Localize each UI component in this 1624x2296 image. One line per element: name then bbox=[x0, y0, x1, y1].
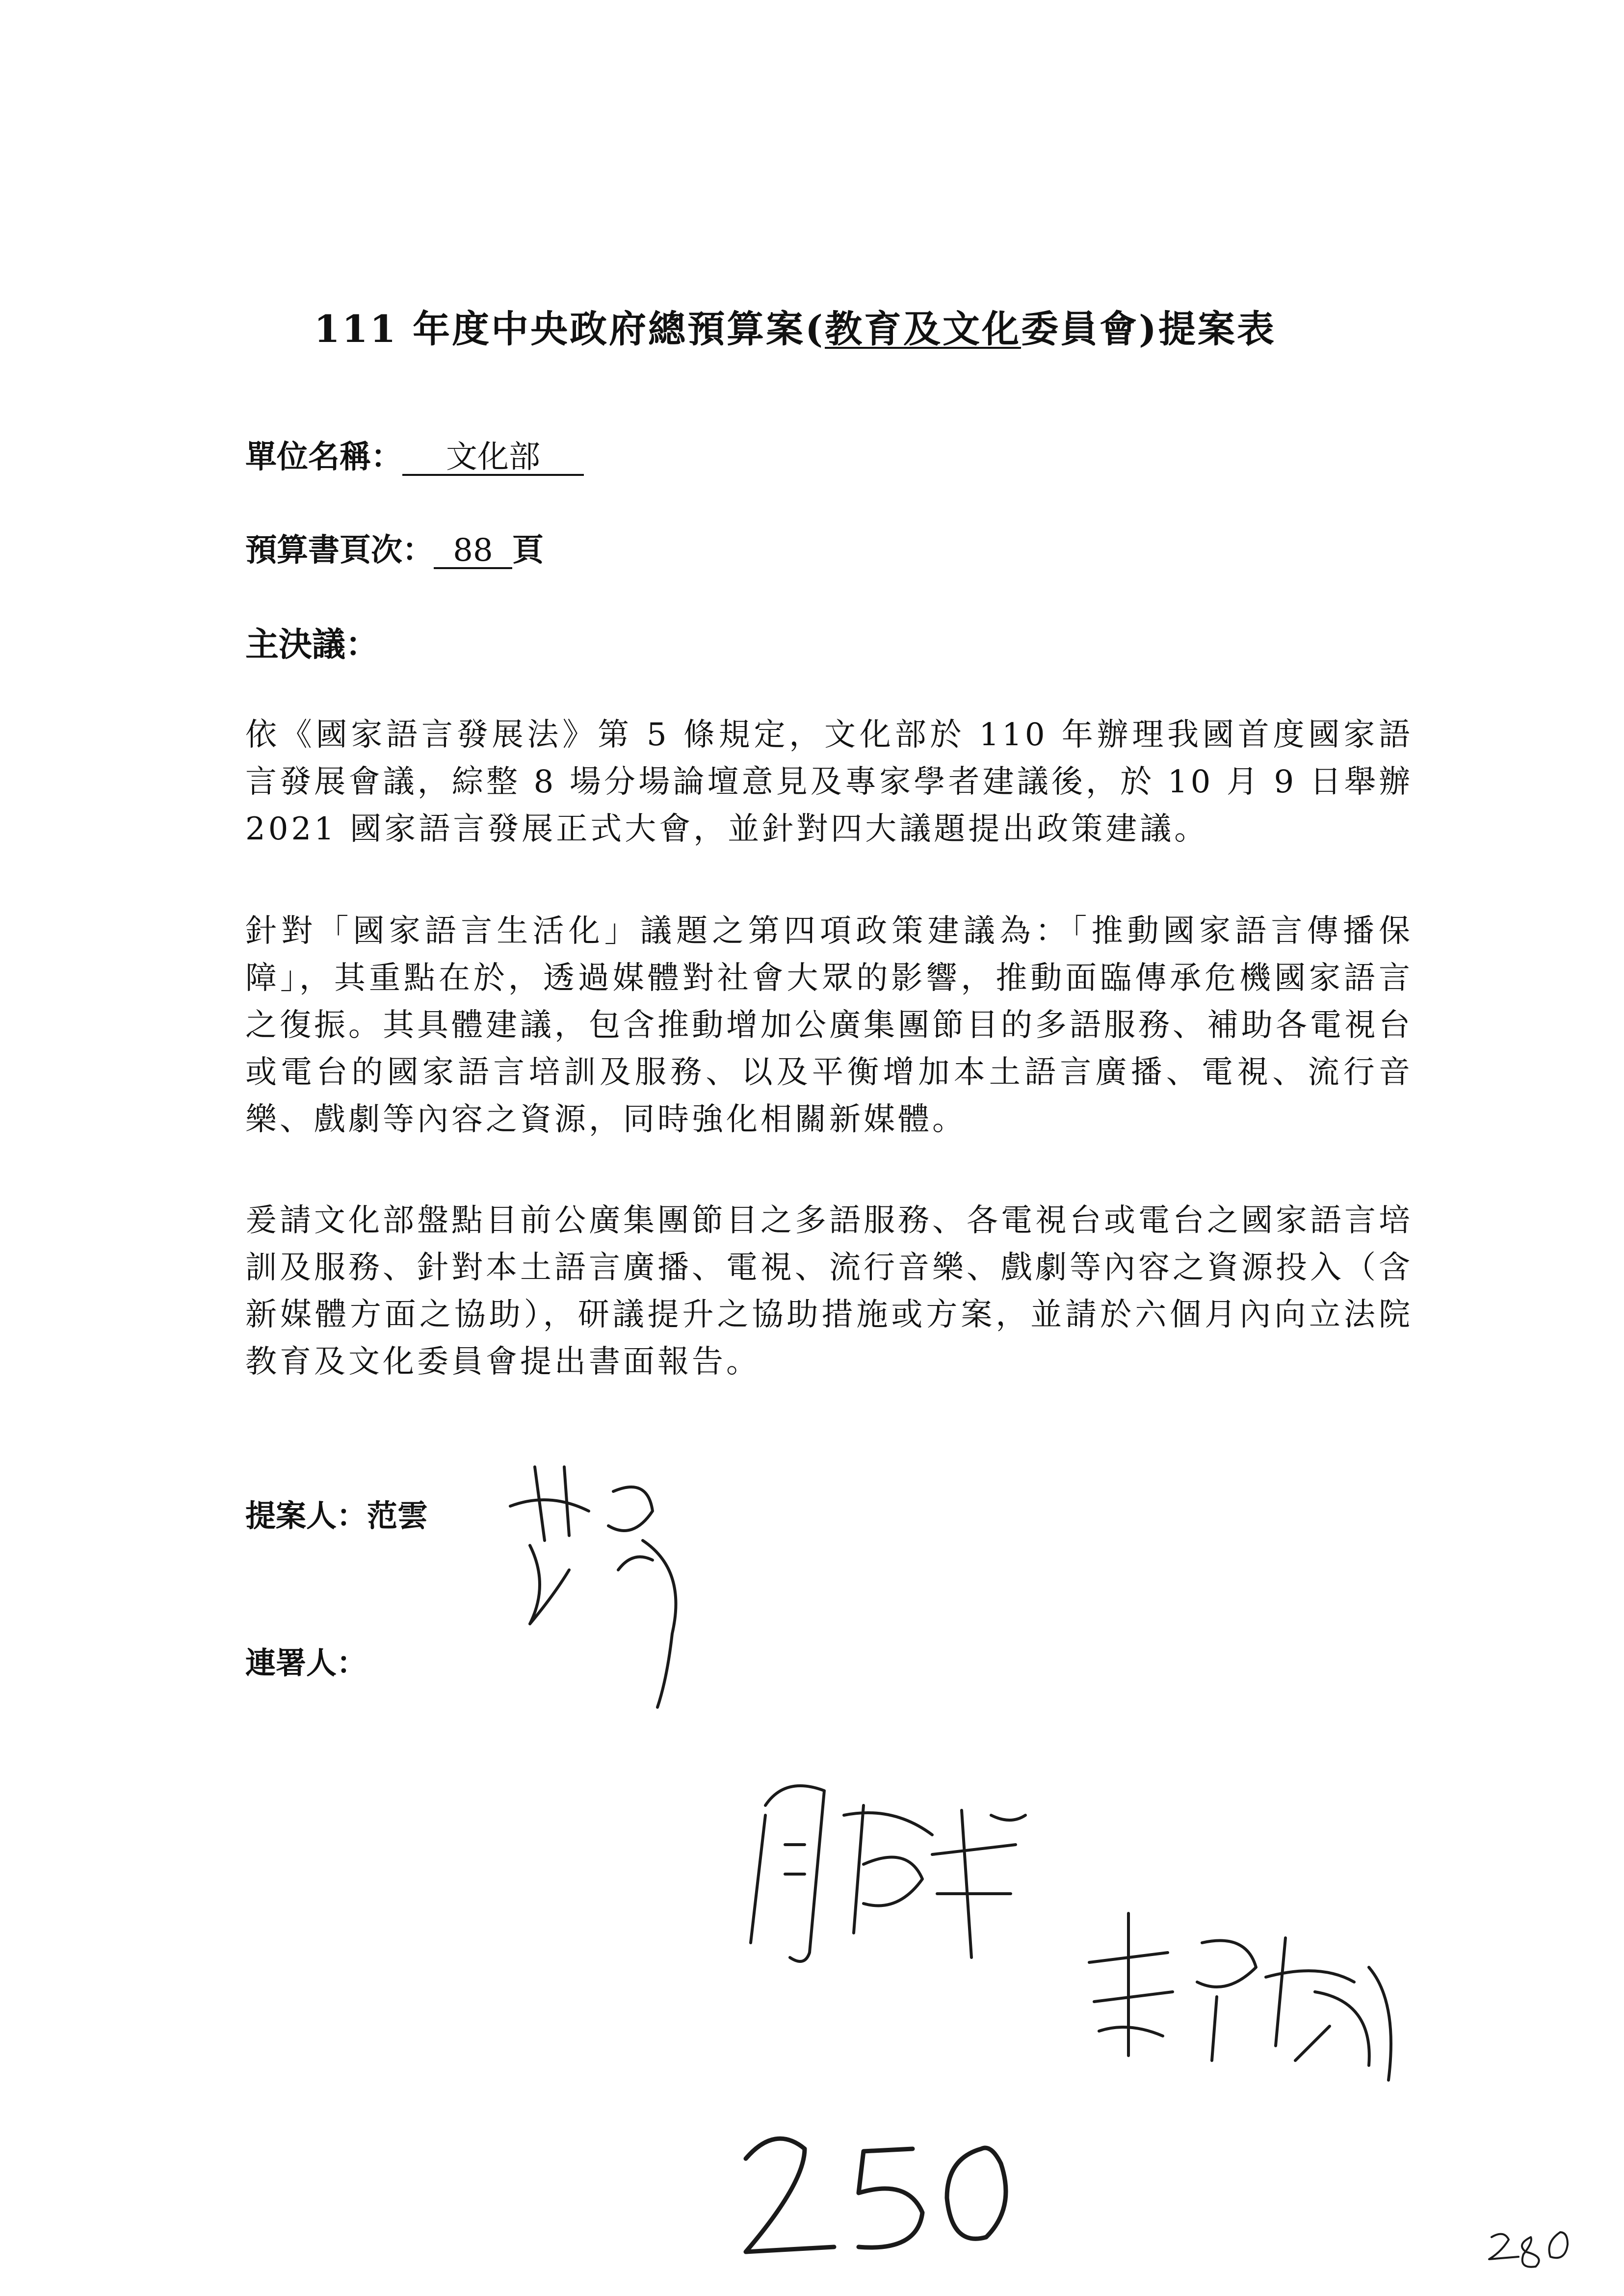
unit-label: 單位名稱： bbox=[245, 439, 402, 475]
budget-page-label: 預算書頁次： bbox=[245, 532, 434, 569]
resolution-heading: 主決議： bbox=[245, 625, 379, 664]
unit-value: 文化部 bbox=[402, 441, 584, 476]
cosigner-signature-2 bbox=[1089, 1913, 1391, 2080]
handwritten-number bbox=[746, 2139, 1006, 2252]
cosigner-signature-1 bbox=[751, 1786, 1025, 1961]
corner-number bbox=[1489, 2232, 1568, 2267]
title-suffix: 委員會)提案表 bbox=[1021, 307, 1277, 351]
budget-page-unit: 頁 bbox=[512, 532, 544, 569]
proposer-signature bbox=[510, 1467, 676, 1707]
proposer-label: 提案人：范雲 bbox=[245, 1498, 428, 1534]
cosigner-label: 連署人： bbox=[245, 1645, 367, 1681]
budget-page-value: 88 bbox=[434, 534, 512, 569]
title-committee: 教育及文化 bbox=[825, 307, 1022, 351]
paragraph-3: 爰請文化部盤點目前公廣集團節目之多語服務、各電視台或電台之國家語言培訓及服務、針對本土語言廣播、電視、流行音樂、戲劇等內容之資源投入（含新媒體方面之協助），研議提升之協助措施或方案，並請於六個月內向立法院教育及文化委員會提出書面報告。 bbox=[245, 1202, 1413, 1380]
title-prefix: 111 年度中央政府總預算案( bbox=[314, 307, 825, 351]
paragraph-2: 針對「國家語言生活化」議題之第四項政策建議為：「推動國家語言傳播保障」，其重點在於，透過媒體對社會大眾的影響，推動面臨傳承危機國家語言之復振。其具體建議，包含推動增加公廣集團節目的多語服務、補助各電視台或電台的國家語言培訓及服務、以及平衡增加本土語言廣播、電視、流行音樂、戲劇等內容之資源，同時強化相關新媒體。 bbox=[245, 913, 1413, 1138]
paragraph-1: 依《國家語言發展法》第 5 條規定，文化部於 110 年辦理我國首度國家語言發展會議，綜整 8 場分場論壇意見及專家學者建議後，於 10 月 9 日舉辦 2021 國家語言發展正式大會，並針對四大議題提出政策建議。 bbox=[245, 717, 1413, 847]
